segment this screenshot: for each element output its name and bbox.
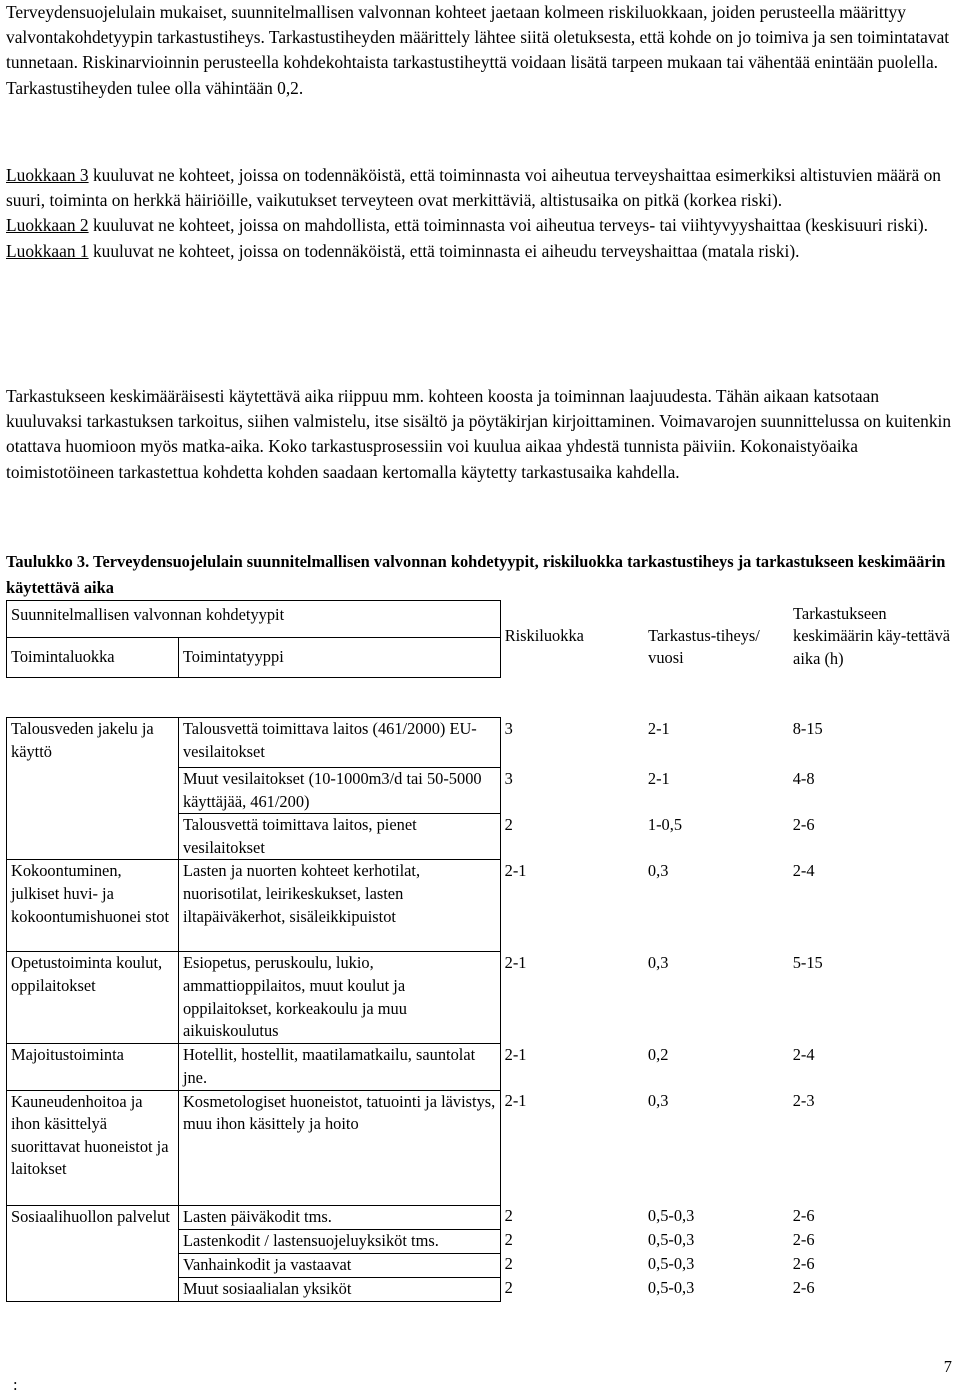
class2-paragraph — [6, 213, 956, 238]
cell-risk: 2 — [504, 1230, 513, 1250]
cell-time: 2-3 — [792, 1091, 815, 1111]
header-group: Suunnitelmallisen valvonnan kohdetyypit — [7, 601, 501, 638]
class2-label: Luokkaan 2 — [6, 215, 89, 236]
cell-type: Lastenkodit / lastensuojeluyksiköt tms. — [178, 1229, 500, 1253]
cell-frequency: 0,2 — [647, 1044, 669, 1064]
footer-mark: : — [13, 1375, 18, 1394]
header-class: Toimintaluokka — [7, 638, 179, 678]
cell-class: Kokoontuminen, julkiset huvi- ja kokoontumishuonei stot — [7, 860, 179, 952]
cell-risk: 2-1 — [504, 860, 527, 880]
cell-time: 2-6 — [792, 814, 815, 834]
class3-text: kuuluvat ne kohteet, joissa on todennäköistä, että toiminnasta voi aiheutua terveyshaittaa esimerkiksi altistuvien määrä on suuri, toiminta on herkkä häiriöille, vaikutukset terveyteen ovat merkittäviä, altistusaika on pitkä (korkea riski). — [6, 165, 941, 211]
cell-risk: 2 — [504, 1254, 513, 1274]
class1-paragraph — [6, 239, 956, 264]
cell-frequency: 0,5-0,3 — [647, 1254, 695, 1274]
cell-type: Lasten päiväkodit tms. — [178, 1205, 500, 1229]
cell-frequency: 0,3 — [647, 860, 669, 880]
cell-type: Kosmetologiset huoneistot, tatuointi ja lävistys, muu ihon käsittely ja hoito — [178, 1090, 500, 1205]
cell-class: Opetustoiminta koulut, oppilaitokset — [7, 952, 179, 1044]
cell-time: 8-15 — [792, 718, 823, 738]
cell-time: 2-6 — [792, 1278, 815, 1298]
cell-frequency: 2-1 — [647, 718, 670, 738]
header-risk: Riskiluokka — [504, 625, 584, 645]
table-row — [7, 952, 956, 1044]
table-caption — [6, 549, 956, 601]
cell-risk: 3 — [504, 718, 513, 738]
class2-text: kuuluvat ne kohteet, joissa on mahdollista, että toiminnasta voi aiheutua terveys- tai viihtyvyyshaittaa (keskisuuri riski). — [88, 215, 928, 236]
cell-type: Hotellit, hostellit, maatilamatkailu, sauntolat jne. — [178, 1044, 500, 1090]
cell-time: 2-4 — [792, 1044, 815, 1064]
cell-type: Talousvettä toimittava laitos (461/2000) EU-vesilaitokset — [178, 718, 500, 768]
cell-frequency: 2-1 — [647, 768, 670, 788]
cell-time: 4-8 — [792, 768, 815, 788]
cell-risk: 2-1 — [504, 1044, 527, 1064]
cell-type: Esiopetus, peruskoulu, lukio, ammattioppilaitos, muut koulut ja oppilaitokset, korkeakoulu ja muu aikuiskoulutus — [178, 952, 500, 1044]
table-row — [7, 1205, 956, 1229]
cell-risk: 2 — [504, 814, 513, 834]
cell-frequency: 0,3 — [647, 952, 669, 972]
cell-time: 5-15 — [792, 952, 823, 972]
cell-risk: 2-1 — [504, 952, 527, 972]
cell-risk: 2 — [504, 1206, 513, 1226]
cell-frequency: 0,3 — [647, 1091, 669, 1111]
cell-risk: 2 — [504, 1278, 513, 1298]
cell-frequency: 0,5-0,3 — [647, 1278, 695, 1298]
inspection-table — [6, 717, 956, 1302]
header-frequency: Tarkastus-tiheys/ vuosi — [648, 625, 760, 668]
cell-frequency: 0,5-0,3 — [647, 1230, 695, 1250]
table-row — [7, 860, 956, 952]
cell-class: Majoitustoiminta — [7, 1044, 179, 1090]
cell-type: Vanhainkodit ja vastaavat — [178, 1253, 500, 1277]
cell-type: Talousvettä toimittava laitos, pienet vesilaitokset — [178, 814, 500, 860]
cell-risk: 2-1 — [504, 1091, 527, 1111]
cell-type: Muut vesilaitokset (10-1000m3/d tai 50-5000 käyttäjää, 461/200) — [178, 768, 500, 814]
cell-frequency: 1-0,5 — [647, 814, 683, 834]
header-type: Toimintatyyppi — [178, 638, 500, 678]
class3-paragraph — [6, 163, 956, 213]
page-number: 7 — [943, 1357, 952, 1376]
table-row — [7, 1044, 956, 1090]
cell-frequency: 0,5-0,3 — [647, 1206, 695, 1226]
cell-class: Sosiaalihuollon palvelut — [7, 1205, 179, 1301]
table-caption-label: Taulukko 3. — [6, 552, 90, 571]
cell-risk: 3 — [504, 768, 513, 788]
cell-time: 2-6 — [792, 1206, 815, 1226]
class1-label: Luokkaan 1 — [6, 240, 89, 261]
intro-paragraph: Terveydensuojelulain mukaiset, suunnitelmallisen valvonnan kohteet jaetaan kolmeen riskiluokkaan, joiden perusteella määrittyy valvontakohdetyypin tarkastustiheys. Tarkastustiheyden määrittely lähtee siitä oletuksesta, että kohde on jo toimiva ja sen toimintatavat tunnetaan. Riskinarvioinnin perusteella kohdekohtaista tarkastustiheyttä voidaan lisätä tarpeen mukaan tai vähentää enintään puolella. Tarkastustiheyden tulee olla vähintään 0,2. — [6, 2, 950, 98]
table-header — [6, 600, 956, 678]
class1-text: kuuluvat ne kohteet, joissa on todennäköistä, että toiminnasta ei aiheudu terveyshaittaa (matala riski). — [88, 240, 800, 261]
cell-time: 2-6 — [792, 1230, 815, 1250]
cell-class: Kauneudenhoitoa ja ihon käsittelyä suorittavat huoneistot ja laitokset — [7, 1090, 179, 1205]
inspection-time-paragraph: Tarkastukseen keskimääräisesti käytettävä aika riippuu mm. kohteen koosta ja toiminnan laajuudesta. Tähän aikaan katsotaan kuuluvaksi tarkastuksen tarkoitus, siihen valmistelu, itse sisältö ja pöytäkirjan kirjoittaminen. Voimavarojen suunnittelussa on kuitenkin otattava huomioon myös matka-aika. Koko tarkastusprosessiin voi kuulua aikaa yhdestä tunnista päiviin. Kokonaistyöaika toimistotöineen tarkastettua kohdetta kohden saadaan kertomalla käytetty tarkastusaika kahdella. — [6, 386, 952, 482]
cell-type: Lasten ja nuorten kohteet kerhotilat, nuorisotilat, leirikeskukset, lasten iltapäiväkerhot, sisäleikkipuistot — [178, 860, 500, 952]
table-row — [7, 718, 956, 768]
header-time: Tarkastukseen keskimäärin käy-tettävä aika (h) — [793, 603, 951, 668]
cell-time: 2-4 — [792, 860, 815, 880]
cell-type: Muut sosiaalialan yksiköt — [178, 1277, 500, 1301]
table-caption-text: Terveydensuojelulain suunnitelmallisen valvonnan kohdetyypit, riskiluokka tarkastustiheys ja tarkastukseen keskimäärin käytettävä aika — [6, 552, 946, 597]
table-row — [7, 1090, 956, 1205]
class3-label: Luokkaan 3 — [6, 165, 89, 185]
cell-time: 2-6 — [792, 1254, 815, 1274]
cell-class: Talousveden jakelu ja käyttö — [7, 718, 179, 860]
risk-classes-section — [6, 163, 956, 264]
